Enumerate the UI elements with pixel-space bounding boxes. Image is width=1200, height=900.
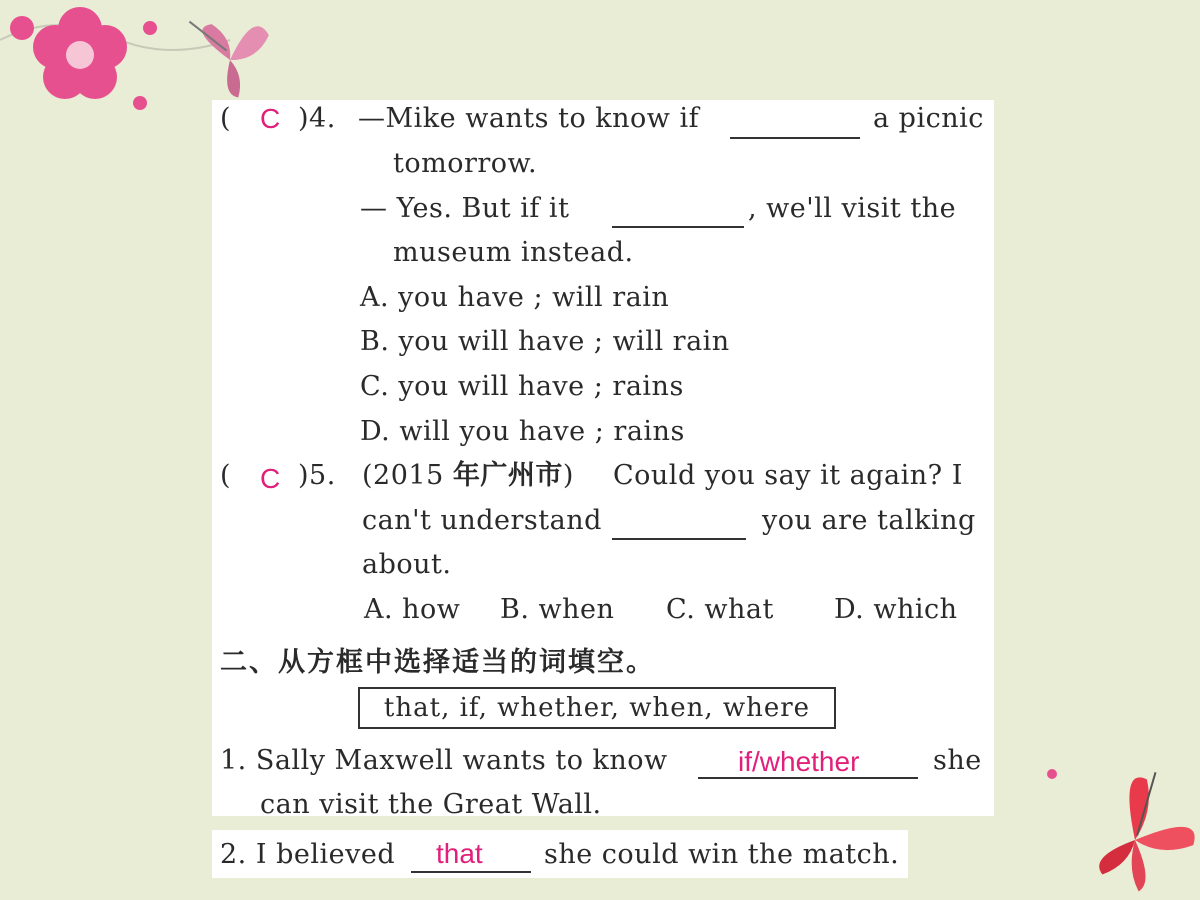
- q5-line2-b: you are talking: [762, 505, 976, 536]
- q4-line3-a: — Yes. But if it: [360, 193, 570, 224]
- q5-answer: C: [260, 463, 281, 494]
- q4-option-c: C. you will have ; rains: [360, 371, 684, 402]
- q4-line1-b: a picnic: [873, 103, 984, 134]
- fill2-blank: [411, 871, 531, 873]
- q4-line3-b: , we'll visit the: [748, 193, 957, 224]
- q5-option-d: D. which: [834, 594, 958, 625]
- q4-blank-1: [730, 137, 860, 139]
- q5-source-cn: 年广州市: [452, 460, 563, 491]
- q5-number: )5.: [298, 460, 336, 491]
- q5-line3: about.: [362, 549, 452, 580]
- fill1-line2: can visit the Great Wall.: [260, 789, 602, 820]
- q4-option-d: D. will you have ; rains: [360, 416, 685, 447]
- butterfly-decoration-icon: [1040, 760, 1200, 900]
- q4-paren-open: (: [220, 103, 232, 134]
- q5-line2-a: can't understand: [362, 505, 602, 536]
- word-bank-box: that, if, whether, when, where: [358, 687, 836, 729]
- q4-blank-2: [612, 226, 744, 228]
- q5-source-open: (2015: [362, 460, 453, 491]
- fill1-tail: she: [933, 745, 982, 776]
- q4-number: )4.: [298, 103, 336, 134]
- q4-answer: C: [260, 103, 281, 134]
- q5-source-close: ): [562, 460, 574, 491]
- q5-option-c: C. what: [666, 594, 774, 625]
- fill2-answer: that: [436, 838, 483, 869]
- q5-option-a: A. how: [364, 594, 461, 625]
- q5-blank: [612, 538, 746, 540]
- fill1-text: 1. Sally Maxwell wants to know: [220, 745, 668, 776]
- section2-heading: 二、从方框中选择适当的词填空。: [220, 647, 655, 678]
- q5-line1: Could you say it again? I: [613, 460, 963, 491]
- q4-line2: tomorrow.: [393, 148, 538, 179]
- q4-option-a: A. you have ; will rain: [360, 282, 670, 313]
- q4-line4: museum instead.: [393, 237, 634, 268]
- q5-option-b: B. when: [500, 594, 615, 625]
- fill1-answer: if/whether: [738, 746, 860, 777]
- fill2-prefix: 2. I believed: [220, 839, 396, 870]
- q5-paren-open: (: [220, 460, 232, 491]
- q5-source: [362, 459, 574, 493]
- q4-line1-a: —Mike wants to know if: [358, 103, 700, 134]
- q4-option-b: B. you will have ; will rain: [360, 326, 730, 357]
- fill2-tail: she could win the match.: [544, 839, 900, 870]
